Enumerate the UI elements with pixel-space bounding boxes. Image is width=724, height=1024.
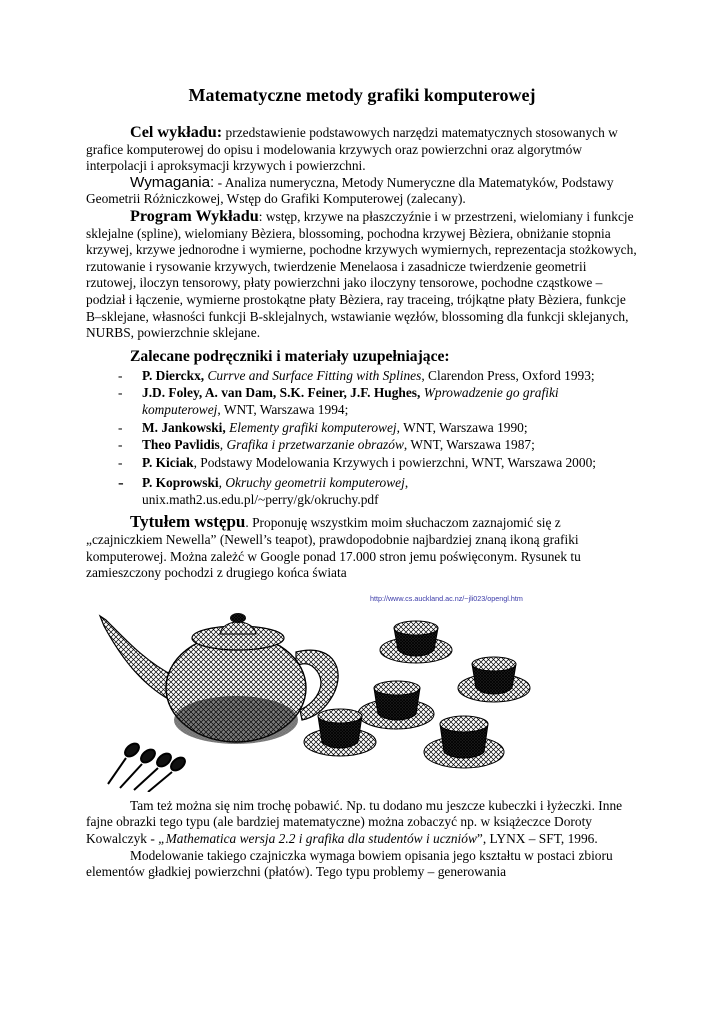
reference-work: Elementy grafiki komputerowej (225, 419, 397, 435)
reference-author: Theo Pavlidis (142, 437, 220, 453)
reference-publisher: , WNT, Warszawa 1994; (217, 401, 349, 417)
teapot-text: Tam też można się nim trochę pobawić. Np. tu dodano mu jeszcze kubeczki i łyżeczki. Inne fajne obrazki tego typu (ale bardziej matematyczne) można zobaczyć np. w książeczce Doroty Kowalczyk - (86, 797, 623, 847)
program-lead: Program Wykładu (130, 206, 259, 225)
program-text: : wstęp, krzywe na płaszczyźnie i w przestrzeni, wielomiany i funkcje sklejalne (spline), wielomiany Bèziera, blossoming, pochodna krzywej Bèziera, obniżanie stopnia krzywej, krzywe jednorodne i wymierne, pochodne krzywych wymiernych, reprezentacja stożkowych, rzutowanie i rysowanie krzywych, twierdzenie Menelaosa i zasadnicze twierdzenie geometrii rzutowej, iloczyn tensorowy, płaty powierzchni jako iloczyny tensorowe, pochodne cząstkowe – podział i łączenie, wymierne prostokątne płaty Bèziera, ray traceing, trójkątne płaty Bèziera, funkcje B–sklejane, własności funkcji B-sklejalnych, wstawianie węzłów, blossoming dla funkcji sklejanych, NURBS, powierzchnie sklejane. (86, 208, 637, 341)
reference-author: J.D. Foley, A. van Dam, S.K. Feiner, J.F. Hughes, (142, 385, 421, 401)
reference-work: , Grafika i przetwarzanie obrazów (219, 437, 404, 453)
reference-work: Wprowadzenie go grafiki komputerowej (142, 385, 559, 417)
reference-publisher: , WNT, Warszawa 1987; (403, 437, 535, 453)
reference-author: M. Jankowski, (142, 419, 226, 435)
document-title: Matematyczne metody grafiki komputerowej (188, 85, 536, 105)
cup-saucer-3 (358, 681, 434, 729)
book-title: „Mathematica wersja 2.2 i grafika dla studentów i uczniów (158, 831, 477, 847)
figure-source-url: http://www.cs.auckland.ac.nz/~jli023/opengl.htm (370, 593, 523, 603)
reference-work: , Okruchy geometrii komputerowej (218, 475, 405, 491)
cup-saucer-4 (424, 716, 504, 768)
list-dash: - (118, 367, 123, 383)
program-paragraph (86, 208, 638, 342)
requirements-lead: Wymagania: (130, 173, 215, 191)
reference-author: P. Koprowski (142, 475, 219, 491)
teapot-wireframe-icon (86, 592, 638, 792)
intro-paragraph (86, 514, 638, 581)
reference-work: Currve and Surface Fitting with Splines (204, 367, 422, 383)
teapot-text-end: ”, LYNX – SFT, 1996. (476, 831, 598, 847)
books-heading: Zalecane podręczniki i materiały uzupełniające: (130, 347, 450, 365)
spoons (108, 741, 187, 792)
requirements-text: - Analiza numeryczna, Metody Numeryczne dla Matematyków, Podstawy Geometrii Różniczkowej, Wstęp do Grafiki Komputerowej (zalecany). (86, 174, 614, 207)
teapot-figure (86, 592, 638, 792)
reference-publisher: , Clarendon Press, Oxford 1993; (421, 367, 595, 383)
reference-item (86, 385, 638, 418)
intro-lead: Tytułem wstępu (130, 512, 246, 532)
reference-publisher: , WNT, Warszawa 1990; (396, 419, 528, 435)
document-page (86, 84, 638, 881)
list-dash: - (118, 419, 123, 435)
list-dash: - (118, 437, 123, 453)
reference-list (86, 368, 638, 509)
goal-paragraph (86, 124, 638, 175)
reference-author: P. Dierckx, (142, 367, 205, 383)
intro-text: . Proponuję wszystkim moim słuchaczom zaznajomić się z „czajniczkiem Newella” (Newell’s teapot), prawdopodobnie najbardziej znaną ikoną grafiki komputerowej. Można zależć w Google ponad 17.000 stron jemu poświęconym. Rysunek tu zamieszczony pochodzi z drugiego końca świata (86, 515, 581, 581)
reference-item (86, 437, 638, 454)
teapot-paragraph (86, 798, 638, 848)
reference-publisher: , Podstawy Modelowania Krzywych i powierzchni, WNT, Warszawa 2000; (193, 454, 596, 470)
cup-saucer-2 (458, 657, 530, 702)
list-dash: - (118, 473, 124, 493)
requirements-paragraph (86, 175, 638, 208)
reference-item (86, 420, 638, 437)
list-dash: - (118, 454, 123, 470)
list-dash: - (118, 385, 123, 401)
reference-author: P. Kiciak (142, 454, 194, 470)
reference-publisher: , unix.math2.us.edu.pl/~perry/gk/okruchy.pdf (142, 475, 409, 507)
goal-text: przedstawienie podstawowych narzędzi matematycznych stosowanych w grafice komputerowej do opisu i modelowania krzywych oraz powierzchni oraz algorytmów interpolacji i aproksymacji krzywych i powierzchni. (86, 125, 618, 174)
reference-item (86, 368, 638, 385)
reference-item (86, 455, 638, 472)
modeling-paragraph: Modelowanie takiego czajniczka wymaga bowiem opisania jego kształtu w postaci zbioru elementów gładkiej powierzchni (płatów). Tego typu problemy – generowania (86, 847, 613, 880)
goal-lead: Cel wykładu: (130, 123, 223, 141)
cup-saucer-1 (380, 621, 452, 663)
reference-item (86, 475, 638, 508)
